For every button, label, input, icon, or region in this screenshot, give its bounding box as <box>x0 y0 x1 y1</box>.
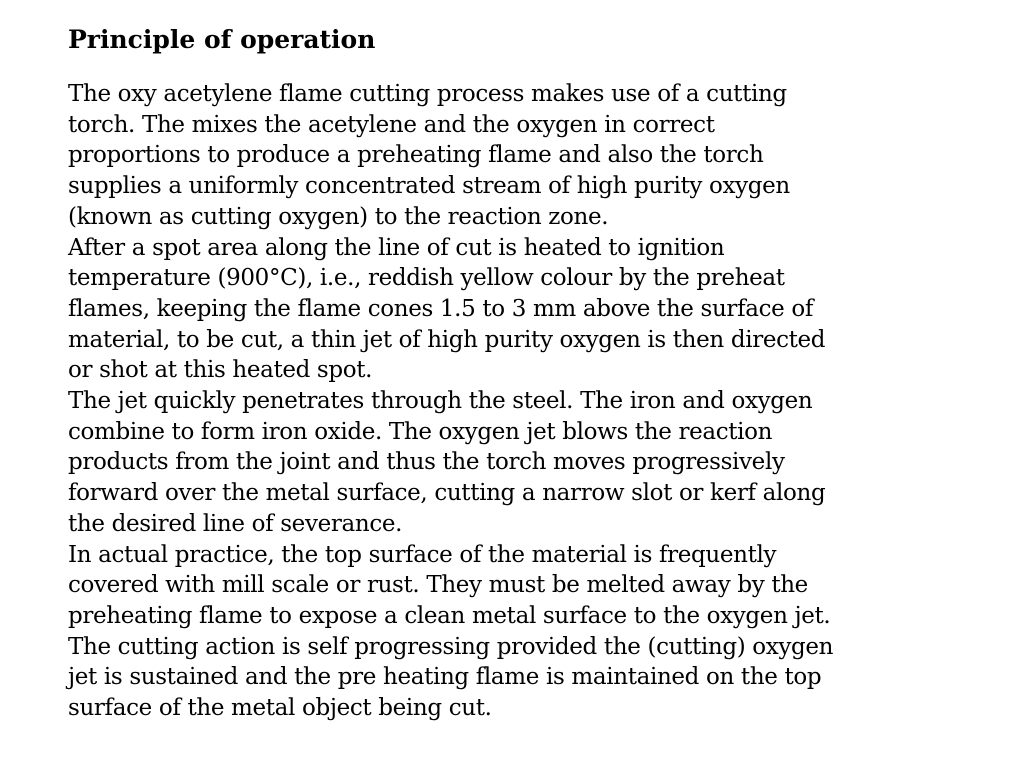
text-line: surface of the metal object being cut. <box>68 695 492 722</box>
text-line: The cutting action is self progressing provided the (cutting) oxygen <box>68 633 834 660</box>
text-line: flames, keeping the flame cones 1.5 to 3 mm above the surface of <box>68 295 814 322</box>
text-line: covered with mill scale or rust. They must be melted away by the <box>68 572 808 599</box>
text-line: the desired line of severance. <box>68 510 403 537</box>
text-line: temperature (900°C), i.e., reddish yellow colour by the preheat <box>68 265 785 292</box>
text-line: products from the joint and thus the torch moves progressively <box>68 449 785 476</box>
text-line: preheating flame to expose a clean metal surface to the oxygen jet. <box>68 602 831 629</box>
text-line: forward over the metal surface, cutting a narrow slot or kerf along <box>68 480 826 507</box>
text-line: In actual practice, the top surface of the material is frequently <box>68 541 777 568</box>
text-line: jet is sustained and the pre heating flame is maintained on the top <box>68 664 822 691</box>
text-line: supplies a uniformly concentrated stream of high purity oxygen <box>68 173 790 200</box>
text-line: The oxy acetylene flame cutting process makes use of a cutting <box>68 81 787 107</box>
text-line: The jet quickly penetrates through the steel. The iron and oxygen <box>68 388 813 415</box>
text-line: combine to form iron oxide. The oxygen jet blows the reaction <box>68 418 773 445</box>
text-line: torch. The mixes the acetylene and the oxygen in correct <box>68 111 715 138</box>
text-line: or shot at this heated spot. <box>68 357 373 384</box>
text-line: material, to be cut, a thin jet of high purity oxygen is then directed <box>68 326 826 353</box>
text-line: (known as cutting oxygen) to the reaction zone. <box>68 203 609 230</box>
body-text <box>68 79 984 724</box>
text-line: After a spot area along the line of cut is heated to ignition <box>68 234 725 261</box>
text-line: proportions to produce a preheating flame and also the torch <box>68 142 764 169</box>
page-title: Principle of operation <box>68 25 376 54</box>
